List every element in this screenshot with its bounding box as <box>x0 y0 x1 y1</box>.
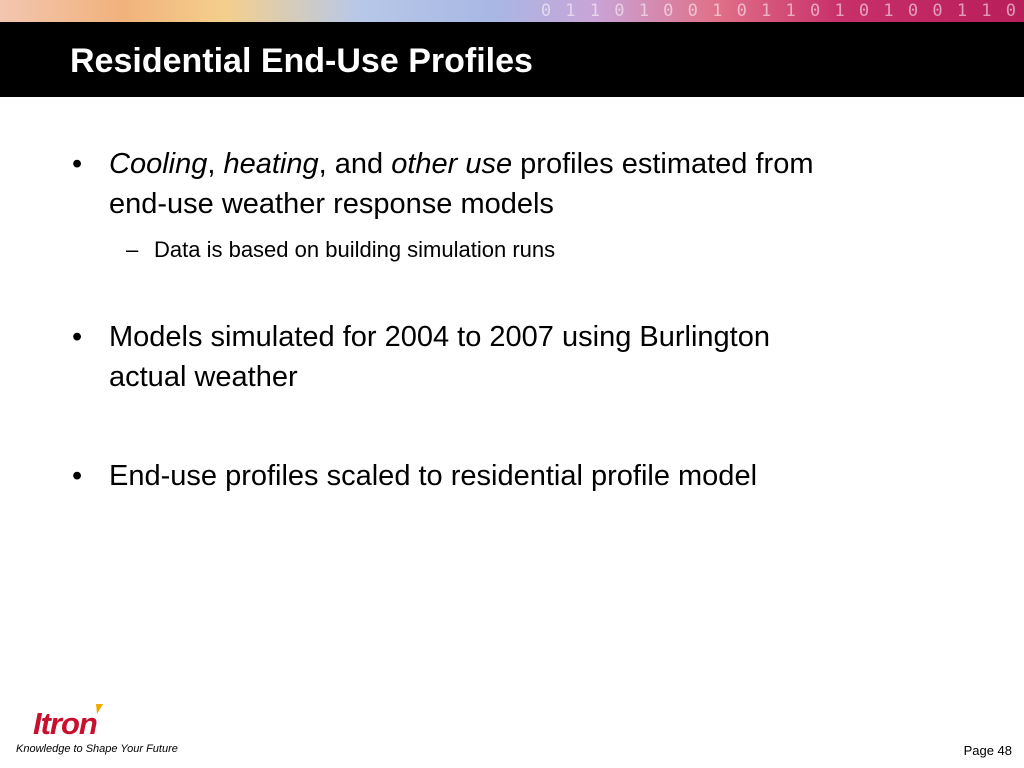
bullet-line-1: Models simulated for 2004 to 2007 using Burlington <box>109 321 770 353</box>
bullet-line-2: end-use weather response models <box>109 188 554 220</box>
itron-logo <box>33 704 133 742</box>
bullet-text <box>109 317 959 397</box>
and-text: , and <box>318 148 384 180</box>
bullet-line-1: End-use profiles scaled to residential profile model <box>109 460 758 492</box>
binary-pattern-decoration: 0 1 1 0 1 0 0 1 0 1 1 0 1 0 1 0 0 1 1 0 <box>540 1 1018 21</box>
top-banner <box>0 0 1024 22</box>
bullet-dot: • <box>72 321 83 353</box>
bullet-dot: • <box>72 460 83 492</box>
tagline: Knowledge to Shape Your Future <box>16 743 178 755</box>
logo-text: Itron <box>33 706 97 741</box>
bullet-dot: • <box>72 148 83 180</box>
page-number: Page 48 <box>963 743 1012 758</box>
sub-bullet-text: Data is based on building simulation runs <box>154 237 556 262</box>
cooling-text: Cooling <box>109 148 208 180</box>
slide-title: Residential End-Use Profiles <box>70 42 533 80</box>
sub-bullet-dash: – <box>126 237 139 262</box>
profiles-text: profiles estimated from <box>512 148 814 180</box>
bullet-text <box>109 456 959 496</box>
bullet-line-2: actual weather <box>109 361 298 393</box>
bullet-text <box>109 144 959 224</box>
other-use-text: other use <box>391 148 513 180</box>
heating-text: heating <box>223 148 319 180</box>
separator-text: , <box>207 148 216 180</box>
